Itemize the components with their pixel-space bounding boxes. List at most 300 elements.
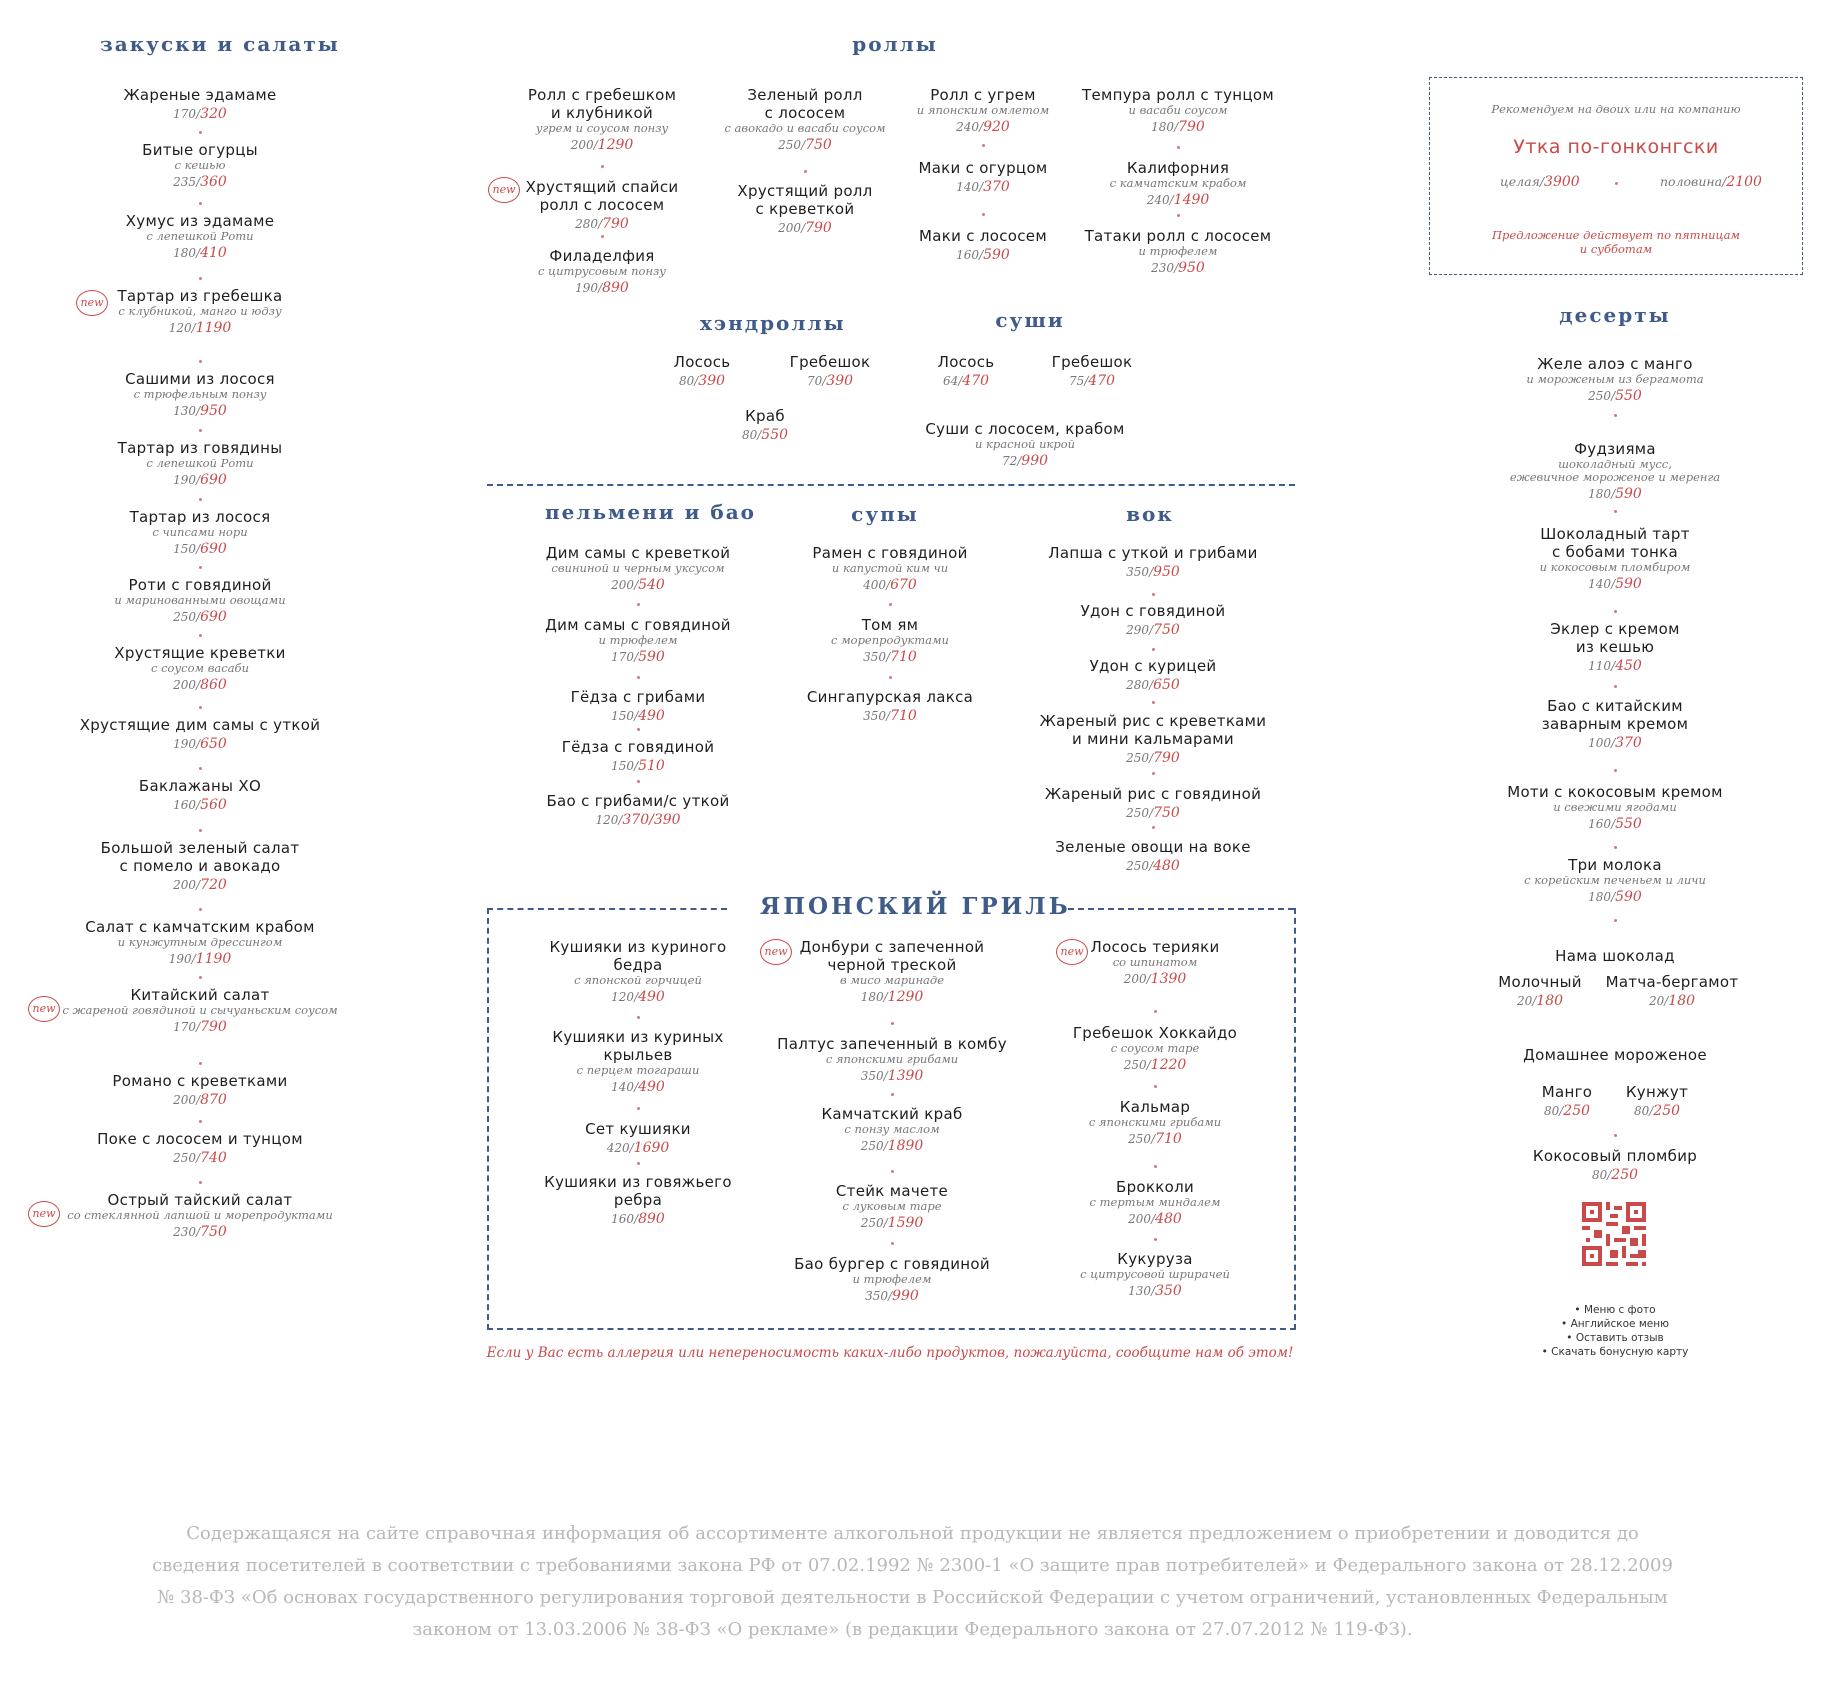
item-weight: 250	[860, 1216, 884, 1230]
price-separator: /	[634, 1080, 639, 1094]
item-description: с перцем тогараши	[576, 1063, 700, 1077]
item-name: Гребешок	[789, 353, 871, 371]
new-badge: new	[28, 1201, 60, 1227]
item-weight: 100	[1588, 736, 1612, 750]
item-name: Лапша с уткой и грибами	[1048, 544, 1258, 562]
item-weight: 250	[1128, 1132, 1152, 1146]
item-price	[508, 708, 768, 725]
menu-item	[40, 508, 360, 558]
item-description: с корейским печеньем и личи	[1524, 873, 1706, 887]
item-description: и красной икрой	[974, 437, 1076, 451]
item-weight: 170	[611, 650, 635, 664]
price-separator: /	[196, 1225, 201, 1239]
menu-item	[1485, 620, 1745, 675]
recommend-whole: целая/3900	[1500, 174, 1580, 190]
item-price	[1485, 816, 1745, 833]
item-weight: 400	[863, 578, 887, 592]
item-weight: 190	[173, 473, 197, 487]
menu-item	[1515, 1147, 1715, 1184]
separator-dot	[1152, 648, 1155, 651]
item-price-value: 180	[1668, 993, 1696, 1009]
item-price-value: 490	[638, 989, 665, 1005]
item-price-value: 650	[1153, 677, 1180, 693]
menu-item	[492, 178, 712, 233]
item-name: Роти с говядиной	[128, 576, 272, 594]
menu-item	[780, 544, 1000, 594]
item-name: Маки с огурцом	[918, 159, 1048, 177]
qr-link[interactable]: • Скачать бонусную карту	[1541, 1346, 1689, 1358]
price-separator: /	[629, 1141, 634, 1155]
item-description: со стеклянной лапшой и морепродуктами	[67, 1208, 333, 1222]
item-name: Сет кушияки	[585, 1120, 691, 1138]
item-price-value: 720	[200, 877, 227, 893]
item-price-value: 870	[200, 1092, 227, 1108]
item-name: Удон с курицей	[1089, 657, 1217, 675]
item-weight: 160	[1588, 817, 1612, 831]
item-weight: 200	[570, 138, 594, 152]
menu-item	[40, 1072, 360, 1109]
item-description: и свежими ягодами	[1553, 800, 1677, 814]
price-separator: /	[1149, 751, 1154, 765]
item-weight: 200	[1123, 972, 1147, 986]
qr-code[interactable]	[1582, 1202, 1646, 1266]
item-price	[873, 119, 1093, 136]
menu-item	[508, 738, 768, 775]
item-name: Суши с лососем, крабом	[925, 420, 1125, 438]
item-price-value: 990	[1021, 453, 1049, 469]
separator-dot	[199, 1062, 202, 1065]
item-name: с бобами тонка	[1552, 543, 1678, 561]
item-weight: 130	[1128, 1284, 1152, 1298]
item-description: в мисо маринаде	[840, 973, 944, 987]
price-separator: /	[191, 952, 196, 966]
item-price	[40, 472, 360, 489]
menu-item	[873, 227, 1093, 264]
item-price-value: 890	[638, 1211, 665, 1227]
item-price-value: 950	[200, 403, 227, 419]
item-weight: 120	[168, 321, 192, 335]
menu-item	[1485, 440, 1745, 503]
price-separator: /	[1149, 623, 1154, 637]
item-price	[40, 1092, 360, 1109]
whole-label: целая	[1500, 174, 1540, 189]
menu-item	[1485, 355, 1745, 405]
item-name: Рамен с говядиной	[812, 544, 968, 562]
item-weight: 200	[173, 678, 197, 692]
price-separator: /	[1149, 678, 1154, 692]
separator-dot	[199, 277, 202, 280]
new-badge: new	[488, 177, 520, 203]
price-separator: /	[196, 107, 201, 121]
item-price-value: 490	[638, 708, 665, 724]
item-price-value: 1220	[1150, 1057, 1187, 1073]
recommend-note: Предложение действует по пятницам и субботам	[1492, 228, 1740, 256]
item-name: Зеленые овощи на воке	[1055, 838, 1251, 856]
item-price-value: 250	[1653, 1103, 1681, 1119]
item-price	[518, 1079, 758, 1096]
price-separator: /	[1532, 994, 1537, 1008]
item-name: Лосось терияки	[1090, 938, 1220, 956]
item-description: с цитрусовой шрирачей	[1080, 1267, 1230, 1281]
item-name: Бао бургер с говядиной	[794, 1255, 990, 1273]
qr-links-list	[1500, 1303, 1730, 1359]
item-description: и мороженым из бергамота	[1526, 372, 1704, 386]
item-price	[40, 541, 360, 558]
item-name: Татаки ролл с лососем	[1084, 227, 1272, 245]
menu-item	[40, 370, 360, 420]
item-price	[1607, 1103, 1707, 1120]
item-price-value: 250	[1563, 1103, 1591, 1119]
menu-item	[40, 716, 360, 753]
item-weight: 350	[863, 650, 887, 664]
item-weight: 160	[956, 248, 980, 262]
item-name: Донбури с запеченной	[799, 938, 985, 956]
item-name: Кушияки из куриных	[552, 1028, 724, 1046]
price-separator: /	[634, 1212, 639, 1226]
separator-dot	[199, 429, 202, 432]
menu-item	[518, 1173, 758, 1228]
recommend-half: половина/2100	[1660, 174, 1762, 190]
item-weight: 180	[1151, 120, 1175, 134]
menu-item	[1013, 785, 1293, 822]
item-price	[40, 1019, 360, 1036]
separator-dot	[804, 170, 807, 173]
qr-link[interactable]: • Оставить отзыв	[1566, 1332, 1664, 1344]
new-badge: new	[76, 290, 108, 316]
price-separator: /	[1151, 1132, 1156, 1146]
item-weight: 250	[1123, 1058, 1147, 1072]
item-price-value: 790	[1153, 750, 1180, 766]
price-separator: /	[1174, 261, 1179, 275]
recommend-top: Рекомендуем на двоих или на компанию	[1491, 102, 1741, 116]
price-separator: /	[1611, 659, 1616, 673]
item-name: Острый тайский салат	[107, 1191, 293, 1209]
menu-item	[518, 1120, 758, 1157]
item-name: Жареные эдамаме	[123, 86, 277, 104]
item-price	[762, 1068, 1022, 1085]
item-description: с тертым миндалем	[1089, 1195, 1221, 1209]
price-separator: /	[1611, 389, 1616, 403]
item-price-value: 860	[200, 677, 227, 693]
menu-item	[1025, 938, 1285, 988]
item-name: Хрустящие дим самы с уткой	[79, 716, 321, 734]
grill-frame-top-right	[1068, 908, 1294, 910]
price-separator: /	[1017, 454, 1022, 468]
item-price	[508, 758, 768, 775]
item-price	[1025, 971, 1285, 988]
item-name: Шоколадный тарт	[1540, 525, 1690, 543]
item-description: и кунжутным дрессингом	[117, 935, 283, 949]
item-price-value: 920	[983, 119, 1010, 135]
item-description: шоколадный мусс,	[1558, 457, 1672, 471]
separator-dot	[199, 829, 202, 832]
new-badge: new	[1056, 939, 1088, 965]
item-price	[1485, 486, 1745, 503]
heading-sushi: суши	[995, 308, 1065, 332]
separator-dot	[982, 144, 985, 147]
menu-item	[508, 688, 768, 725]
item-name: Лосось	[937, 353, 995, 371]
price-separator: /	[979, 248, 984, 262]
item-name: Тартар из лосося	[129, 508, 271, 526]
item-weight: 200	[173, 1093, 197, 1107]
item-description: и маринованными овощами	[114, 593, 286, 607]
item-name: заварным кремом	[1541, 715, 1689, 733]
item-price-value: 710	[1155, 1131, 1182, 1147]
menu-item	[1025, 1178, 1285, 1228]
item-price	[508, 812, 768, 829]
item-weight: 250	[778, 138, 802, 152]
item-name: Хрустящий ролл	[737, 182, 873, 200]
item-price-value: 750	[200, 1224, 227, 1240]
item-weight: 420	[606, 1141, 630, 1155]
item-price-value: 750	[1153, 805, 1180, 821]
price-separator: /	[1607, 1168, 1612, 1182]
item-description: с кешью	[174, 158, 226, 172]
item-name: Моти с кокосовым кремом	[1507, 783, 1723, 801]
item-name: Баклажаны ХО	[138, 777, 262, 795]
separator-dot	[637, 728, 640, 731]
item-price-value: 790	[200, 1019, 227, 1035]
menu-item	[1068, 227, 1288, 277]
item-name: Лосось	[673, 353, 731, 371]
item-name: Дим самы с говядиной	[545, 616, 731, 634]
menu-item	[518, 1028, 758, 1096]
heading-rolly: роллы	[852, 32, 938, 56]
item-weight: 180	[1588, 890, 1612, 904]
item-weight: 350	[860, 1069, 884, 1083]
item-description: с соусом васаби	[151, 661, 249, 675]
separator-dot	[982, 213, 985, 216]
item-weight: 200	[778, 221, 802, 235]
price-separator: /	[196, 737, 201, 751]
item-weight: 150	[173, 542, 197, 556]
item-price	[40, 877, 360, 894]
menu-item	[911, 353, 1021, 390]
allergy-note: Если у Вас есть аллергия или непереносимость каких-либо продуктов, пожалуйста, сообщите нам об этом!	[486, 1345, 1294, 1361]
icecream-title: Домашнее мороженое	[1523, 1046, 1707, 1064]
price-separator: /	[1169, 193, 1174, 207]
item-price	[1013, 564, 1293, 581]
item-description: с авокадо и васаби соусом	[724, 121, 886, 135]
separator-dot	[1614, 846, 1617, 849]
item-name: Краб	[745, 407, 785, 425]
item-price	[647, 373, 757, 390]
item-name: Тартар из гребешка	[117, 287, 283, 305]
qr-link[interactable]: • Английское меню	[1561, 1318, 1669, 1330]
item-name: Сашими из лосося	[125, 370, 275, 388]
price-separator: /	[634, 759, 639, 773]
item-description: с лепешкой Роти	[146, 456, 254, 470]
separator-dot	[1614, 414, 1617, 417]
price-separator: /	[196, 610, 201, 624]
menu-item	[780, 616, 1000, 666]
item-weight: 250	[1126, 751, 1150, 765]
item-price	[695, 137, 915, 154]
price-separator: /	[196, 404, 201, 418]
separator-dot	[637, 603, 640, 606]
heading-handrolly: хэндроллы	[700, 311, 846, 335]
item-name: Фудзияма	[1574, 440, 1656, 458]
item-weight: 280	[575, 217, 599, 231]
separator-dot	[199, 908, 202, 911]
item-name: бедра	[613, 956, 663, 974]
item-weight: 110	[1588, 659, 1612, 673]
price-separator: /	[1151, 1284, 1156, 1298]
item-price-value: 470	[1088, 373, 1116, 389]
qr-link[interactable]: • Меню с фото	[1574, 1304, 1656, 1316]
item-price	[911, 373, 1021, 390]
item-price	[492, 137, 712, 154]
menu-item	[40, 212, 360, 262]
item-name: из кешью	[1575, 638, 1655, 656]
menu-item	[1485, 697, 1745, 752]
menu-item	[905, 420, 1145, 470]
item-price-value: 690	[200, 472, 227, 488]
item-name: Кушияки из куриного	[549, 938, 727, 956]
item-price	[1480, 993, 1600, 1010]
item-price-value: 1890	[887, 1138, 924, 1154]
item-name: Гёдза с говядиной	[561, 738, 715, 756]
item-weight: 180	[173, 246, 197, 260]
heading-pelmeni: пельмени и бао	[545, 500, 757, 524]
menu-item	[762, 1035, 1022, 1085]
item-name: и клубникой	[550, 104, 654, 122]
heading-zakuski: закуски и салаты	[100, 32, 340, 56]
item-price-value: 790	[602, 216, 629, 232]
menu-item	[1037, 353, 1147, 390]
separator-dot	[199, 202, 202, 205]
item-price-value: 590	[983, 247, 1010, 263]
item-weight: 240	[1146, 193, 1170, 207]
item-weight: 140	[1588, 577, 1612, 591]
item-description: и трюфелем	[852, 1272, 932, 1286]
item-price	[1068, 119, 1288, 136]
item-name: Маки с лососем	[919, 227, 1047, 245]
item-name: Бао с грибами/с уткой	[546, 792, 730, 810]
price-separator: /	[634, 650, 639, 664]
item-price	[780, 708, 1000, 725]
item-price-value: 590	[1615, 889, 1642, 905]
price-separator: /	[196, 1020, 201, 1034]
separator-dot	[1614, 769, 1617, 772]
menu-item	[40, 839, 360, 894]
menu-item	[1013, 712, 1293, 767]
menu-item	[518, 938, 758, 1006]
recommend-title: Утка по-гонконгски	[1513, 136, 1719, 158]
separator-dot	[199, 976, 202, 979]
item-price-value: 750	[1153, 622, 1180, 638]
item-weight: 150	[611, 759, 635, 773]
item-price	[1485, 576, 1745, 593]
item-name: Гёдза с грибами	[570, 688, 706, 706]
item-price-value: 1190	[195, 320, 232, 336]
item-name: Хрустящий спайси	[525, 178, 679, 196]
item-name: и мини кальмарами	[1072, 730, 1234, 748]
separator-dot	[1154, 1010, 1157, 1013]
separator-dot	[891, 1022, 894, 1025]
menu-item	[1013, 544, 1293, 581]
item-price-value: 650	[200, 736, 227, 752]
item-weight: 180	[860, 990, 884, 1004]
item-price-value: 370/390	[622, 812, 681, 828]
price-separator: /	[1084, 374, 1089, 388]
item-name: Салат с камчатским крабом	[85, 918, 315, 936]
item-price-value: 1390	[887, 1068, 924, 1084]
item-price-value: 1590	[887, 1215, 924, 1231]
item-weight: 80	[1543, 1104, 1560, 1118]
price-separator: /	[196, 542, 201, 556]
item-price	[40, 951, 360, 968]
item-price-value: 990	[892, 1288, 919, 1304]
item-weight: 80	[741, 428, 758, 442]
menu-item	[775, 353, 885, 390]
item-price	[1068, 260, 1288, 277]
item-price-value: 690	[200, 609, 227, 625]
separator-dot	[199, 767, 202, 770]
item-price	[40, 677, 360, 694]
item-description: с японскими грибами	[825, 1052, 959, 1066]
item-weight: 190	[168, 952, 192, 966]
item-price-value: 480	[1153, 858, 1180, 874]
item-description: с лепешкой Роти	[146, 229, 254, 243]
item-weight: 250	[860, 1139, 884, 1153]
separator-dot	[1154, 1165, 1157, 1168]
separator-dot	[1614, 919, 1617, 922]
separator-dot	[891, 1093, 894, 1096]
item-weight: 350	[863, 709, 887, 723]
item-description: ежевичное мороженое и меренга	[1509, 470, 1721, 484]
item-price	[780, 577, 1000, 594]
item-weight: 20	[1516, 994, 1533, 1008]
item-weight: 250	[1126, 806, 1150, 820]
price-separator: /	[1664, 994, 1669, 1008]
item-name: Жареный рис с креветками	[1039, 712, 1267, 730]
item-description: и японским омлетом	[916, 103, 1050, 117]
item-price	[1025, 1131, 1285, 1148]
grill-frame-top-left	[487, 908, 727, 910]
item-name: с креветкой	[755, 200, 855, 218]
price-separator: /	[1149, 806, 1154, 820]
menu-item	[1607, 1083, 1707, 1120]
item-weight: 20	[1648, 994, 1665, 1008]
menu-item	[508, 616, 768, 666]
item-price-value: 950	[1153, 564, 1180, 580]
item-weight: 250	[1126, 859, 1150, 873]
item-price-value: 750	[805, 137, 832, 153]
item-price-value: 490	[638, 1079, 665, 1095]
price-separator: /	[634, 709, 639, 723]
menu-item	[1517, 1083, 1617, 1120]
menu-item	[492, 247, 712, 297]
separator-dot	[1154, 1238, 1157, 1241]
item-description: и васаби соусом	[1128, 103, 1228, 117]
item-weight: 180	[1588, 487, 1612, 501]
menu-item	[1485, 783, 1745, 833]
item-name: Зеленый ролл	[747, 86, 863, 104]
menu-item	[1025, 1098, 1285, 1148]
item-price	[1025, 1283, 1285, 1300]
item-price-value: 710	[890, 708, 917, 724]
item-price	[762, 1288, 1022, 1305]
item-name: Три молока	[1568, 856, 1662, 874]
price-separator: /	[883, 1216, 888, 1230]
separator-dot	[637, 1162, 640, 1165]
price-separator: /	[593, 138, 598, 152]
item-price-value: 690	[200, 541, 227, 557]
menu-item	[1013, 657, 1293, 694]
menu-item	[873, 159, 1093, 196]
